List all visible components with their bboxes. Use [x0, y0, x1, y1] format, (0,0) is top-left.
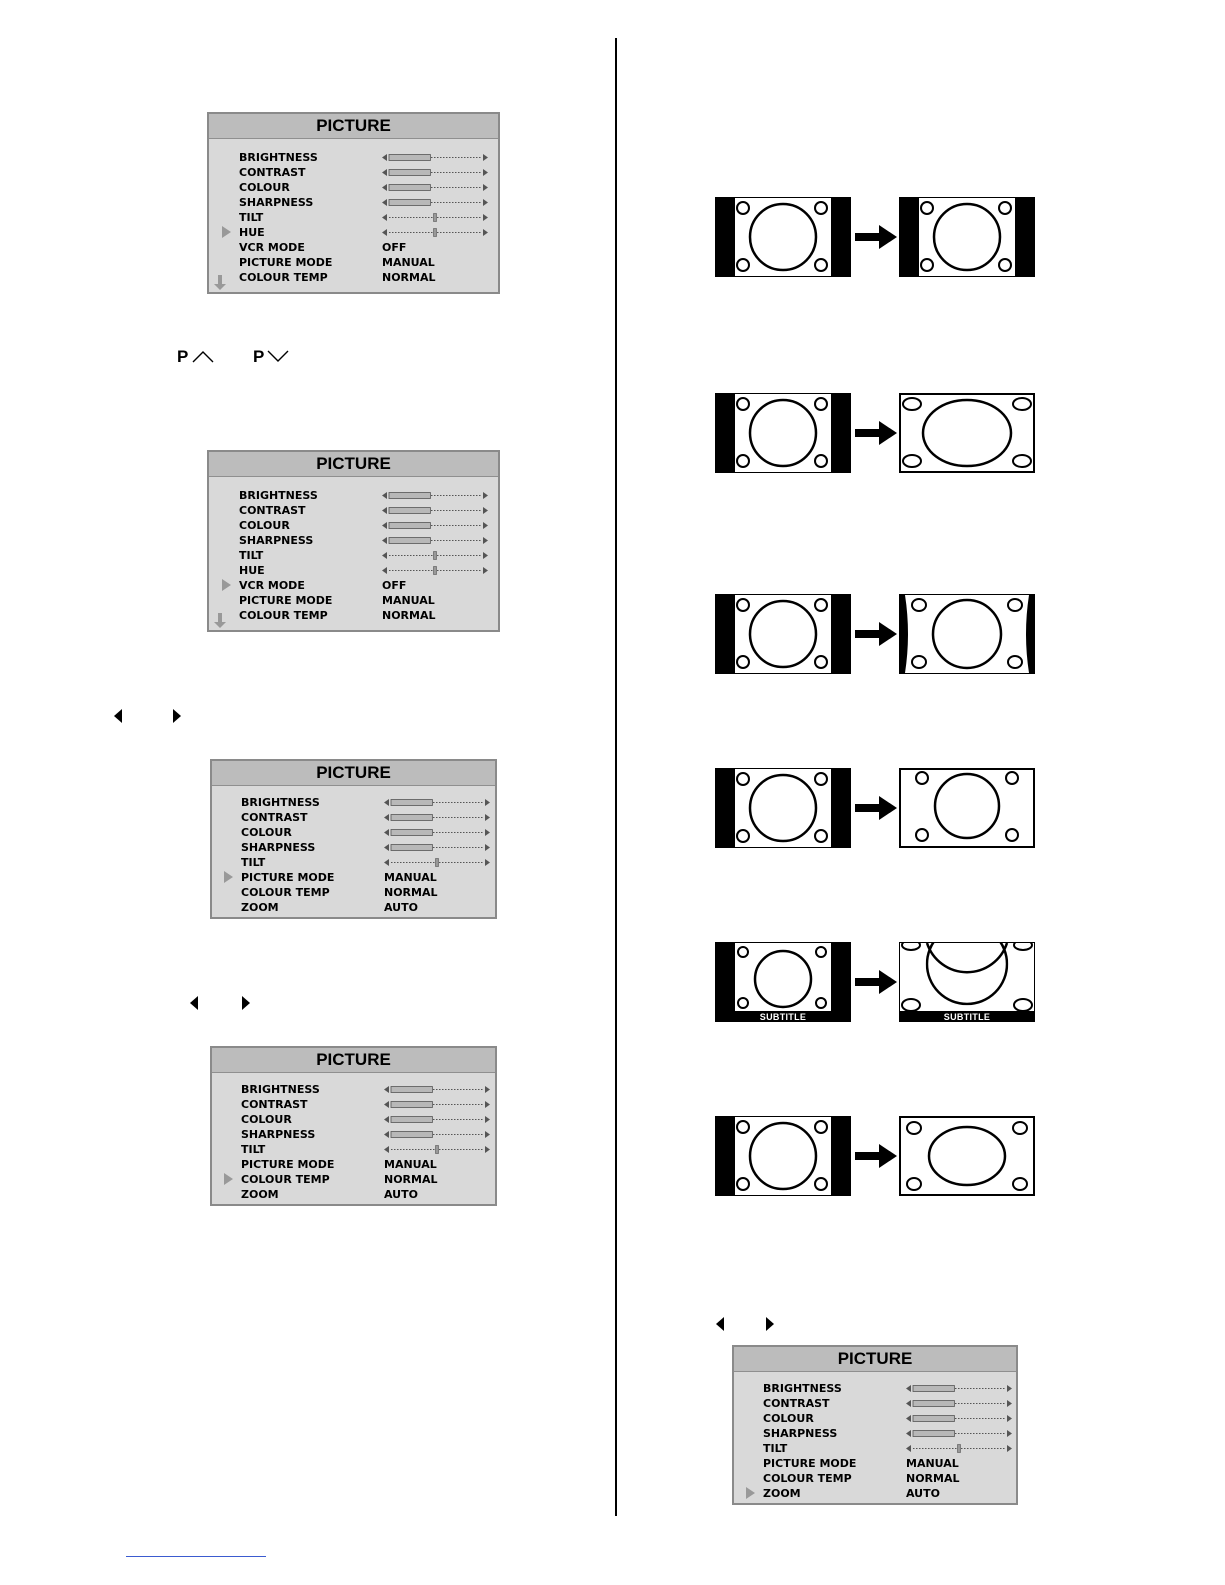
slider-bar[interactable]: [382, 213, 488, 222]
slider-bar[interactable]: [382, 228, 488, 237]
right-arrow-icon: [766, 1317, 774, 1331]
menu-item-label: SHARPNESS: [241, 1128, 316, 1141]
menu-item-label: BRIGHTNESS: [763, 1382, 842, 1395]
slider-bar[interactable]: [906, 1414, 1012, 1423]
menu-item-label: COLOUR: [241, 826, 292, 839]
menu-item-tilt[interactable]: [763, 1441, 1016, 1456]
slider-bar[interactable]: [382, 183, 488, 192]
menu-item-tilt[interactable]: [239, 210, 498, 225]
menu-item-sharpness[interactable]: [763, 1426, 1016, 1441]
result-frame: [899, 197, 1035, 277]
menu-item-label: COLOUR TEMP: [239, 609, 328, 622]
zoom-diagram-4-3: [715, 197, 1035, 277]
menu-item-label: VCR MODE: [239, 241, 305, 254]
left-arrow-icon: [114, 709, 122, 723]
menu-item-label: COLOUR TEMP: [763, 1472, 852, 1485]
slider-bar[interactable]: [384, 798, 490, 807]
menu-item-colour[interactable]: [241, 1112, 495, 1127]
menu-item-value: MANUAL: [384, 1158, 437, 1171]
menu-item-label: ZOOM: [241, 901, 279, 914]
slider-bar[interactable]: [384, 843, 490, 852]
menu-item-label: COLOUR TEMP: [239, 271, 328, 284]
menu-item-label: ZOOM: [241, 1188, 279, 1201]
menu-item-tilt[interactable]: [241, 855, 495, 870]
menu-item-label: CONTRAST: [241, 1098, 308, 1111]
menu-item-label: PICTURE MODE: [239, 256, 333, 269]
menu-item-label: COLOUR: [239, 181, 290, 194]
menu-title: PICTURE: [209, 114, 498, 139]
slider-bar[interactable]: [906, 1429, 1012, 1438]
program-down-key: P: [253, 347, 265, 366]
chevron-down-icon: [267, 349, 289, 363]
menu-item-label: COLOUR: [763, 1412, 814, 1425]
scroll-down-icon[interactable]: [213, 613, 227, 629]
menu-item-label: TILT: [239, 211, 264, 224]
subtitle-label: SUBTITLE: [759, 1012, 807, 1022]
menu-item-value: NORMAL: [382, 609, 436, 622]
menu-item-label: PICTURE MODE: [239, 594, 333, 607]
source-frame: [715, 942, 851, 1022]
picture-menu-picture-mode: [210, 759, 497, 919]
menu-item-vcr-mode[interactable]: [239, 578, 498, 593]
result-frame: [899, 393, 1035, 473]
result-frame: [899, 768, 1035, 848]
menu-item-picture-mode[interactable]: [763, 1456, 1016, 1471]
zoom-diagram-panoramic: [715, 594, 1035, 674]
slider-bar[interactable]: [384, 1130, 490, 1139]
zoom-diagram-14-9: [715, 768, 1035, 848]
arrow-right-icon: [855, 1144, 897, 1168]
slider-bar[interactable]: [382, 536, 488, 545]
menu-item-value: OFF: [382, 241, 407, 254]
menu-item-label: ZOOM: [763, 1487, 801, 1500]
arrow-right-icon: [855, 970, 897, 994]
menu-item-value: NORMAL: [382, 271, 436, 284]
menu-item-value: MANUAL: [906, 1457, 959, 1470]
slider-bar[interactable]: [382, 153, 488, 162]
menu-item-value: OFF: [382, 579, 407, 592]
arrow-right-icon: [855, 796, 897, 820]
menu-item-brightness[interactable]: [239, 150, 498, 165]
menu-item-tilt[interactable]: [241, 1142, 495, 1157]
slider-bar[interactable]: [382, 168, 488, 177]
column-divider: [615, 38, 617, 1516]
menu-item-picture-mode[interactable]: [239, 255, 498, 270]
menu-item-value: MANUAL: [382, 256, 435, 269]
menu-item-vcr-mode[interactable]: [239, 240, 498, 255]
slider-bar[interactable]: [382, 521, 488, 530]
menu-item-value: NORMAL: [384, 886, 438, 899]
result-frame: [899, 594, 1035, 674]
zoom-diagram-16-9: [715, 393, 1035, 473]
menu-item-contrast[interactable]: [763, 1396, 1016, 1411]
menu-item-colour-temp[interactable]: [241, 1172, 495, 1187]
slider-bar[interactable]: [382, 551, 488, 560]
slider-bar[interactable]: [384, 1100, 490, 1109]
menu-item-contrast[interactable]: [241, 810, 495, 825]
menu-item-value: NORMAL: [906, 1472, 960, 1485]
menu-item-brightness[interactable]: [239, 488, 498, 503]
menu-item-colour[interactable]: [239, 180, 498, 195]
menu-item-colour-temp[interactable]: [241, 885, 495, 900]
selection-marker-icon: [746, 1487, 755, 1499]
zoom-diagram-subtitle: [715, 942, 1035, 1022]
chevron-up-icon: [192, 349, 214, 363]
menu-item-label: PICTURE MODE: [763, 1457, 857, 1470]
menu-item-label: BRIGHTNESS: [239, 489, 318, 502]
subtitle-label: SUBTITLE: [943, 1012, 991, 1022]
slider-bar[interactable]: [384, 858, 490, 867]
menu-item-value: AUTO: [906, 1487, 940, 1500]
result-frame: [899, 942, 1035, 1022]
menu-item-label: HUE: [239, 564, 265, 577]
menu-item-label: SHARPNESS: [763, 1427, 838, 1440]
arrow-right-icon: [855, 622, 897, 646]
menu-item-label: TILT: [241, 856, 266, 869]
source-frame: [715, 768, 851, 848]
slider-bar[interactable]: [384, 828, 490, 837]
menu-item-value: AUTO: [384, 1188, 418, 1201]
menu-item-value: NORMAL: [384, 1173, 438, 1186]
menu-item-value: MANUAL: [384, 871, 437, 884]
menu-item-sharpness[interactable]: [241, 840, 495, 855]
menu-item-hue[interactable]: [239, 563, 498, 578]
selection-marker-icon: [224, 1173, 233, 1185]
menu-item-tilt[interactable]: [239, 548, 498, 563]
source-frame: [715, 393, 851, 473]
menu-item-colour[interactable]: [763, 1411, 1016, 1426]
menu-item-picture-mode[interactable]: [241, 1157, 495, 1172]
menu-item-colour-temp[interactable]: [239, 270, 498, 285]
menu-item-brightness[interactable]: [763, 1381, 1016, 1396]
menu-title: PICTURE: [734, 1347, 1016, 1372]
result-frame: [899, 1116, 1035, 1196]
left-arrow-icon: [190, 996, 198, 1010]
menu-item-label: TILT: [241, 1143, 266, 1156]
source-frame: [715, 594, 851, 674]
menu-item-sharpness[interactable]: [241, 1127, 495, 1142]
scroll-down-icon[interactable]: [213, 275, 227, 291]
slider-bar[interactable]: [382, 506, 488, 515]
menu-item-picture-mode[interactable]: [241, 870, 495, 885]
picture-menu-zoom: [732, 1345, 1018, 1505]
selection-marker-icon: [222, 579, 231, 591]
menu-item-hue[interactable]: [239, 225, 498, 240]
menu-title: PICTURE: [212, 761, 495, 786]
slider-bar[interactable]: [382, 198, 488, 207]
menu-title: PICTURE: [212, 1048, 495, 1073]
menu-item-sharpness[interactable]: [239, 195, 498, 210]
slider-bar[interactable]: [384, 1145, 490, 1154]
menu-item-label: SHARPNESS: [241, 841, 316, 854]
menu-item-label: BRIGHTNESS: [241, 1083, 320, 1096]
menu-item-label: VCR MODE: [239, 579, 305, 592]
menu-item-zoom[interactable]: [763, 1486, 1016, 1501]
slider-bar[interactable]: [382, 566, 488, 575]
menu-title: PICTURE: [209, 452, 498, 477]
menu-item-label: HUE: [239, 226, 265, 239]
slider-bar[interactable]: [906, 1384, 1012, 1393]
source-frame: [715, 1116, 851, 1196]
menu-item-contrast[interactable]: [241, 1097, 495, 1112]
menu-item-colour-temp[interactable]: [239, 608, 498, 623]
selection-marker-icon: [224, 871, 233, 883]
menu-item-sharpness[interactable]: [239, 533, 498, 548]
menu-item-label: CONTRAST: [763, 1397, 830, 1410]
picture-menu-hue: [207, 112, 500, 294]
menu-item-label: COLOUR TEMP: [241, 1173, 330, 1186]
menu-item-colour-temp[interactable]: [763, 1471, 1016, 1486]
slider-bar[interactable]: [382, 491, 488, 500]
menu-item-brightness[interactable]: [241, 1082, 495, 1097]
right-arrow-icon: [242, 996, 250, 1010]
slider-bar[interactable]: [906, 1444, 1012, 1453]
left-arrow-icon: [716, 1317, 724, 1331]
menu-item-label: TILT: [763, 1442, 788, 1455]
slider-bar[interactable]: [384, 1085, 490, 1094]
menu-item-label: BRIGHTNESS: [241, 796, 320, 809]
picture-menu-vcr-mode: [207, 450, 500, 632]
slider-bar[interactable]: [906, 1399, 1012, 1408]
menu-item-zoom[interactable]: [241, 1187, 495, 1202]
menu-item-label: SHARPNESS: [239, 196, 314, 209]
program-up-key: P: [177, 347, 189, 366]
zoom-diagram-zoom: [715, 1116, 1035, 1196]
arrow-right-icon: [855, 225, 897, 249]
slider-bar[interactable]: [384, 1115, 490, 1124]
menu-item-label: PICTURE MODE: [241, 1158, 335, 1171]
menu-item-contrast[interactable]: [239, 503, 498, 518]
slider-bar[interactable]: [384, 813, 490, 822]
footer-link-underline: [126, 1556, 266, 1557]
menu-item-label: CONTRAST: [239, 504, 306, 517]
menu-item-label: SHARPNESS: [239, 534, 314, 547]
menu-item-value: AUTO: [384, 901, 418, 914]
menu-item-value: MANUAL: [382, 594, 435, 607]
arrow-right-icon: [855, 421, 897, 445]
menu-item-contrast[interactable]: [239, 165, 498, 180]
menu-item-label: COLOUR TEMP: [241, 886, 330, 899]
menu-item-colour[interactable]: [241, 825, 495, 840]
source-frame: [715, 197, 851, 277]
menu-item-label: CONTRAST: [239, 166, 306, 179]
menu-item-label: CONTRAST: [241, 811, 308, 824]
menu-item-brightness[interactable]: [241, 795, 495, 810]
menu-item-label: BRIGHTNESS: [239, 151, 318, 164]
menu-item-label: PICTURE MODE: [241, 871, 335, 884]
menu-item-picture-mode[interactable]: [239, 593, 498, 608]
menu-item-colour[interactable]: [239, 518, 498, 533]
picture-menu-colour-temp: [210, 1046, 497, 1206]
right-arrow-icon: [173, 709, 181, 723]
selection-marker-icon: [222, 226, 231, 238]
menu-item-label: TILT: [239, 549, 264, 562]
menu-item-label: COLOUR: [241, 1113, 292, 1126]
menu-item-zoom[interactable]: [241, 900, 495, 915]
menu-item-label: COLOUR: [239, 519, 290, 532]
